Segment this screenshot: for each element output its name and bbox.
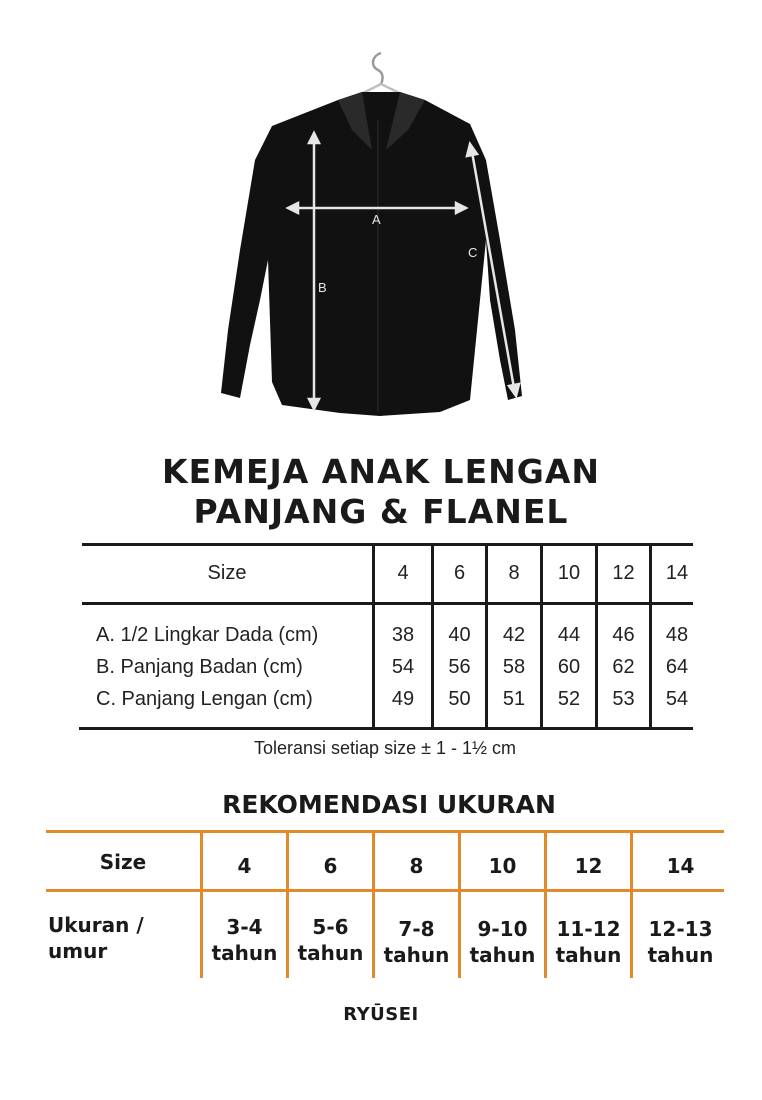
- rec-size-10: 10: [488, 854, 517, 878]
- age-range: 12-13: [648, 917, 713, 941]
- age-range: 7-8: [398, 917, 435, 941]
- table-cell: 53: [612, 688, 635, 710]
- rec-size-header: Size: [99, 850, 147, 874]
- page-title-line-1: KEMEJA ANAK LENGAN: [162, 452, 600, 491]
- shirt-illustration: [0, 0, 762, 440]
- page-title-line-2: PANJANG & FLANEL: [193, 492, 569, 531]
- age-range: 9-10: [477, 917, 528, 941]
- table-cell: 51: [502, 688, 526, 710]
- size-12: 12: [612, 562, 635, 584]
- size-4: 4: [397, 562, 409, 584]
- table-cell: 44: [557, 624, 581, 646]
- age-range: 5-6: [312, 915, 349, 939]
- age-unit: tahun: [647, 943, 714, 967]
- row-label-sleeve-length: C. Panjang Lengan (cm): [96, 688, 313, 710]
- label-a: A: [372, 212, 381, 227]
- table-cell: 38: [391, 624, 415, 646]
- rec-size-12: 12: [574, 854, 603, 878]
- table-cell: 62: [612, 656, 635, 678]
- row-label-body-length: B. Panjang Badan (cm): [96, 656, 303, 678]
- size-10: 10: [557, 562, 581, 584]
- age-unit: tahun: [469, 943, 536, 967]
- label-c: C: [468, 245, 478, 260]
- age-unit: tahun: [297, 941, 364, 965]
- age-label-line-1: Ukuran /: [48, 913, 144, 937]
- rec-size-6: 6: [323, 854, 338, 878]
- rec-top-border: [46, 830, 724, 833]
- table-cell: 60: [557, 656, 581, 678]
- table-cell: 58: [502, 656, 526, 678]
- size-header: Size: [207, 562, 247, 584]
- label-b: B: [318, 280, 327, 295]
- rec-size-8: 8: [409, 854, 424, 878]
- table-cell: 40: [448, 624, 471, 646]
- size-8: 8: [508, 562, 520, 584]
- age-unit: tahun: [383, 943, 450, 967]
- age-range: 3-4: [226, 915, 263, 939]
- rec-size-4: 4: [237, 854, 252, 878]
- table-cell: 64: [665, 656, 689, 678]
- rec-size-14: 14: [666, 854, 695, 878]
- recommendation-title: REKOMENDASI UKURAN: [222, 790, 556, 819]
- brand-logo: RYŪSEI: [343, 1004, 419, 1025]
- table-cell: 54: [665, 688, 689, 710]
- table-bottom-border: [79, 727, 693, 730]
- row-label-chest: A. 1/2 Lingkar Dada (cm): [96, 624, 319, 646]
- table-header-divider: [82, 602, 693, 605]
- table-cell: 50: [448, 688, 471, 710]
- table-cell: 49: [391, 688, 415, 710]
- age-unit: tahun: [211, 941, 278, 965]
- rec-header-divider: [46, 889, 724, 892]
- table-top-border: [82, 543, 693, 546]
- age-label-line-2: umur: [48, 939, 108, 963]
- table-cell: 56: [448, 656, 471, 678]
- age-range: 11-12: [556, 917, 621, 941]
- size-14: 14: [665, 562, 689, 584]
- age-unit: tahun: [555, 943, 622, 967]
- table-cell: 42: [502, 624, 526, 646]
- tolerance-note: Toleransi setiap size ± 1 - 1½ cm: [254, 738, 516, 758]
- table-cell: 48: [665, 624, 689, 646]
- size-6: 6: [453, 562, 466, 584]
- table-cell: 52: [557, 688, 581, 710]
- table-cell: 54: [391, 656, 415, 678]
- table-cell: 46: [612, 624, 635, 646]
